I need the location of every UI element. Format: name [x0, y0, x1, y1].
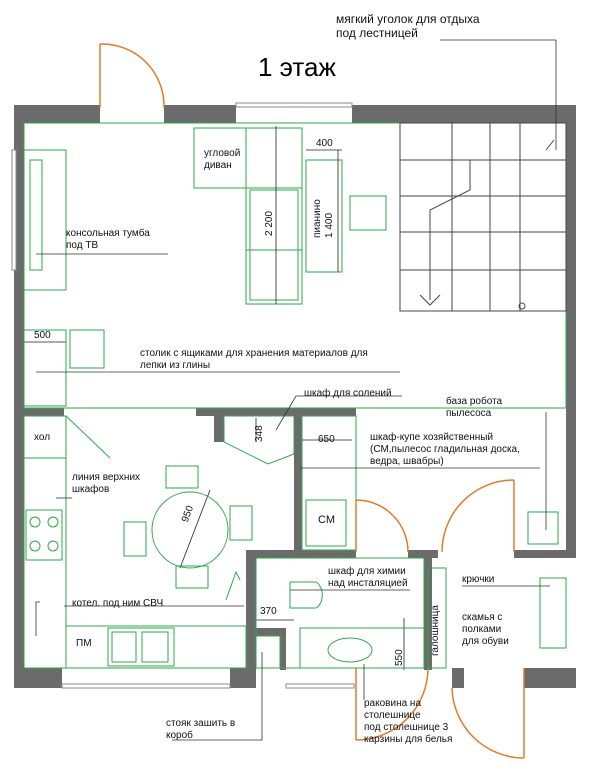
dim-370: 370 [260, 606, 277, 617]
label-tv-console [66, 228, 150, 252]
label-line: над инсталяцией [328, 578, 408, 589]
dim-348: 348 [254, 425, 265, 442]
tv-console [24, 150, 66, 290]
label-line: под лестницей [336, 26, 418, 40]
label-shoe-bench [462, 612, 509, 648]
label-utility-wardrobe [370, 432, 520, 468]
label-line: пылесоса [446, 408, 492, 419]
label-line: раковина на [364, 698, 422, 709]
label-line: диван [204, 160, 232, 171]
label-line: карзины для белья [364, 734, 453, 745]
label-fridge: хол [34, 432, 51, 443]
label-line: консольная тумба [66, 228, 150, 239]
label-soft-corner [336, 12, 480, 40]
label-robot-base [446, 396, 502, 420]
label-upper-cabinets [72, 472, 140, 496]
label-hooks: крючки [462, 574, 495, 585]
dim-2200: 2 200 [264, 210, 275, 236]
dim-400: 400 [316, 138, 333, 149]
kitchen [24, 416, 246, 668]
label-line: полками [462, 624, 502, 635]
windows [12, 103, 354, 688]
label-pickles-cabinet: шкаф для солений [304, 388, 392, 399]
label-line: (СМ,пылесос гладильная доска, [370, 444, 520, 455]
page-title: 1 этаж [258, 52, 336, 82]
label-boiler: котел. под ним СВЧ [72, 598, 164, 609]
label-line: пианино [312, 199, 323, 238]
label-line: лепки из глины [140, 360, 211, 371]
dim-550: 550 [394, 649, 405, 666]
dim-500: 500 [34, 330, 51, 341]
label-line: база робота [446, 396, 503, 407]
dim-950: 950 [180, 504, 197, 524]
label-line: для обуви [462, 636, 509, 647]
label-corner-sofa [204, 148, 240, 172]
label-line: ведра, швабры) [370, 456, 444, 467]
label-line: под ТВ [66, 240, 99, 251]
label-line: угловой [204, 148, 241, 159]
label-line: стояк зашить в [166, 718, 236, 729]
label-riser [166, 718, 235, 742]
dim-650: 650 [318, 434, 335, 445]
label-sink-counter [364, 698, 452, 746]
label-clay-table [140, 348, 368, 372]
label-line: шкафов [72, 484, 110, 495]
entry-door-top [100, 44, 164, 108]
label-line: столешнице [364, 710, 421, 721]
label-line: скамья с [462, 612, 503, 623]
label-washer: СМ [318, 514, 335, 526]
dining-table [124, 466, 252, 600]
label-line: 1 400 [324, 212, 335, 238]
label-line: короб [166, 730, 193, 741]
label-line: шкаф для химии [328, 566, 406, 577]
label-galoshnitsa: галошница [430, 605, 441, 656]
robot-base [528, 512, 558, 544]
clay-table [24, 330, 104, 406]
staircase [400, 123, 566, 311]
label-dishwasher: ПМ [76, 638, 92, 649]
label-line: линия верхних [72, 472, 141, 483]
label-chemicals-cabinet [328, 566, 408, 590]
label-line: столик с ящиками для хранения материалов для [140, 348, 368, 359]
label-piano [312, 199, 336, 238]
label-line: шкаф-купе хозяйственный [370, 432, 494, 443]
label-line: мягкий уголок для отдыха [336, 12, 480, 26]
label-line: под столешнице 3 [364, 722, 449, 733]
